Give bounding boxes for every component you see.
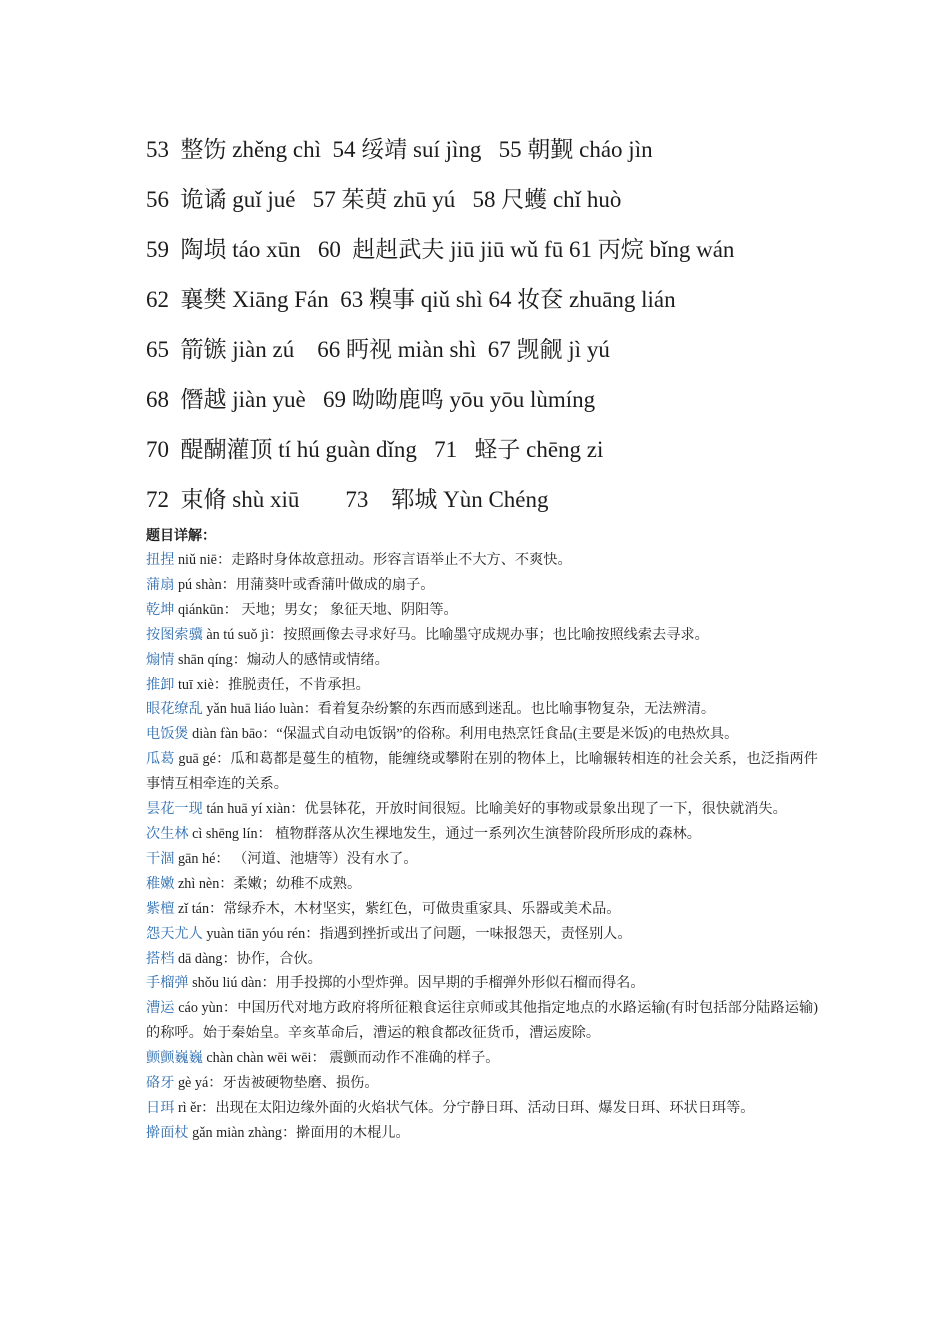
definition-term: 瓜葛 (146, 751, 175, 768)
definition-term: 昙花一现 (146, 801, 203, 818)
definition-item (146, 947, 818, 972)
definition-term: 电饭煲 (146, 726, 189, 743)
word-entry: 59 陶埙 táo xūn (146, 237, 301, 262)
definition-item (146, 548, 818, 573)
word-entry: 57 茱萸 zhū yú (295, 187, 456, 212)
definition-term: 干涸 (146, 850, 175, 867)
definition-term: 蒲扇 (146, 576, 175, 593)
definition-text: yǎn huā liáo luàn：看着复杂纷繁的东西而感到迷乱。也比喻事物复杂，无法辨清。 (202, 701, 716, 718)
definition-text: guā gé：瓜和葛都是蔓生的植物，能缠绕或攀附在别的物体上，比喻辗转相连的社会关系，也泛指两件事情互相牵连的关系。 (146, 751, 818, 793)
definition-term: 推卸 (146, 676, 175, 693)
definition-item (146, 1096, 818, 1121)
word-entry: 60 赳赳武夫 jiū jiū wǔ fū (300, 237, 564, 262)
definition-item (146, 747, 818, 797)
word-line (146, 185, 866, 215)
definition-text: gān hé： （河道、池塘等）没有水了。 (174, 850, 418, 867)
definition-term: 紫檀 (146, 900, 175, 917)
definition-item (146, 697, 818, 722)
definitions-list (146, 548, 818, 1146)
definition-term: 漕运 (146, 1000, 175, 1017)
definition-item (146, 872, 818, 897)
definition-item (146, 573, 818, 598)
definition-text: niǔ niē：走路时身体故意扭动。形容言语举止不大方、不爽快。 (174, 552, 572, 568)
definition-text: cáo yùn：中国历代对地方政府将所征粮食运往京师或其他指定地点的水路运输(有时包括部分陆路运输)的称呼。始于秦始皇。辛亥革命后，漕运的粮食都改征货币，漕运废除。 (146, 1000, 818, 1042)
definition-term: 手榴弹 (146, 975, 189, 992)
definition-item (146, 1121, 818, 1146)
definition-term: 硌牙 (146, 1075, 175, 1092)
word-entry: 54 绥靖 suí jìng (321, 137, 482, 162)
definition-text: diàn fàn bāo：“保温式自动电饭锅”的俗称。利用电热烹饪食品(主要是米饭)的电热炊具。 (188, 726, 739, 743)
definition-text: zǐ tán：常绿乔木，木材坚实，紫红色，可做贵重家具、乐器或美术品。 (174, 900, 621, 917)
definition-item (146, 822, 818, 847)
definition-item (146, 971, 818, 996)
word-line (146, 435, 866, 465)
definition-term: 搭档 (146, 950, 175, 967)
definition-text: rì ěr：出现在太阳边缘外面的火焰状气体。分宁静日珥、活动日珥、爆发日珥、环状日珥等。 (174, 1099, 755, 1116)
definition-item (146, 1071, 818, 1096)
word-entry: 71 蛏子 chēng zi (416, 437, 604, 462)
section-title: 题目详解： (146, 529, 216, 544)
word-entry: 69 呦呦鹿鸣 yōu yōu lùmíng (305, 387, 596, 412)
definition-text: dā dàng：协作，合伙。 (174, 950, 322, 967)
definition-text: tuī xiè：推脱责任，不肯承担。 (174, 676, 370, 693)
word-entry: 62 襄樊 Xiāng Fán (146, 287, 329, 312)
definition-item (146, 996, 818, 1046)
definition-item (146, 1046, 818, 1071)
definition-term: 煽情 (146, 651, 175, 668)
word-line (146, 335, 866, 365)
definition-item (146, 623, 818, 648)
word-entry: 63 糗事 qiǔ shì (328, 287, 483, 312)
definition-text: zhì nèn：柔嫩；幼稚不成熟。 (174, 875, 362, 892)
definition-term: 擀面杖 (146, 1124, 189, 1141)
word-line (146, 385, 866, 415)
definition-term: 次生林 (146, 825, 189, 842)
definition-term: 颤颤巍巍 (146, 1050, 203, 1067)
word-line (146, 235, 866, 265)
definition-item (146, 797, 818, 822)
word-entry: 68 僭越 jiàn yuè (146, 387, 306, 412)
definition-text: qiánkūn： 天地；男女； 象征天地、阴阳等。 (174, 601, 458, 618)
word-line (146, 135, 866, 165)
definition-text: cì shēng lín： 植物群落从次生裸地发生，通过一系列次生演替阶段所形成的森林。 (188, 825, 701, 842)
definition-item (146, 722, 818, 747)
definition-term: 乾坤 (146, 601, 175, 618)
definition-text: gǎn miàn zhàng：擀面用的木棍儿。 (188, 1124, 410, 1141)
definition-text: àn tú suǒ jì：按照画像去寻求好马。比喻墨守成规办事；也比喻按照线索去寻求。 (202, 626, 709, 643)
word-entry: 67 觊觎 jì yú (476, 337, 610, 362)
word-entry: 55 朝觐 cháo jìn (481, 137, 653, 162)
word-entry: 66 眄视 miàn shì (294, 337, 477, 362)
word-entry: 58 尺蠖 chǐ huò (455, 187, 622, 212)
definition-item (146, 922, 818, 947)
definition-text: yuàn tiān yóu rén：指遇到挫折或出了问题，一味报怨天，责怪别人。 (202, 925, 632, 942)
definition-item (146, 673, 818, 698)
definition-term: 稚嫩 (146, 875, 175, 892)
definition-text: pú shàn：用蒲葵叶或香蒲叶做成的扇子。 (174, 576, 435, 593)
word-entry: 64 妆奁 zhuāng lián (482, 287, 676, 312)
definition-item (146, 648, 818, 673)
word-entry: 72 束脩 shù xiū (146, 487, 300, 512)
word-entry: 70 醍醐灌顶 tí hú guàn dǐng (146, 437, 417, 462)
definition-term: 日珥 (146, 1099, 175, 1116)
definition-term: 怨天尤人 (146, 925, 203, 942)
word-line (146, 285, 866, 315)
definition-item (146, 598, 818, 623)
word-entry: 56 诡谲 guǐ jué (146, 187, 296, 212)
definition-text: gè yá：牙齿被硬物垫磨、损伤。 (174, 1075, 379, 1092)
definition-text: tán huā yí xiàn：优昙钵花，开放时间很短。比喻美好的事物或景象出现了一下，很快就消失。 (202, 801, 787, 818)
definition-text: shān qíng：煽动人的感情或情绪。 (174, 651, 389, 668)
word-entry: 53 整饬 zhěng chì (146, 137, 322, 162)
definition-text: chàn chàn wēi wēi： 震颤而动作不准确的样子。 (202, 1050, 500, 1067)
definition-text: shǒu liú dàn：用手投掷的小型炸弹。因早期的手榴弹外形似石榴而得名。 (188, 975, 645, 992)
word-line (146, 485, 866, 515)
word-entry: 61 丙烷 bǐng wán (563, 237, 735, 262)
word-entry: 73 郓城 Yùn Chéng (299, 487, 549, 512)
definition-term: 眼花缭乱 (146, 701, 203, 718)
definition-item (146, 897, 818, 922)
definition-term: 扭捏 (146, 552, 175, 568)
definition-item (146, 847, 818, 872)
word-entry: 65 箭镞 jiàn zú (146, 337, 295, 362)
definition-term: 按图索骥 (146, 626, 203, 643)
